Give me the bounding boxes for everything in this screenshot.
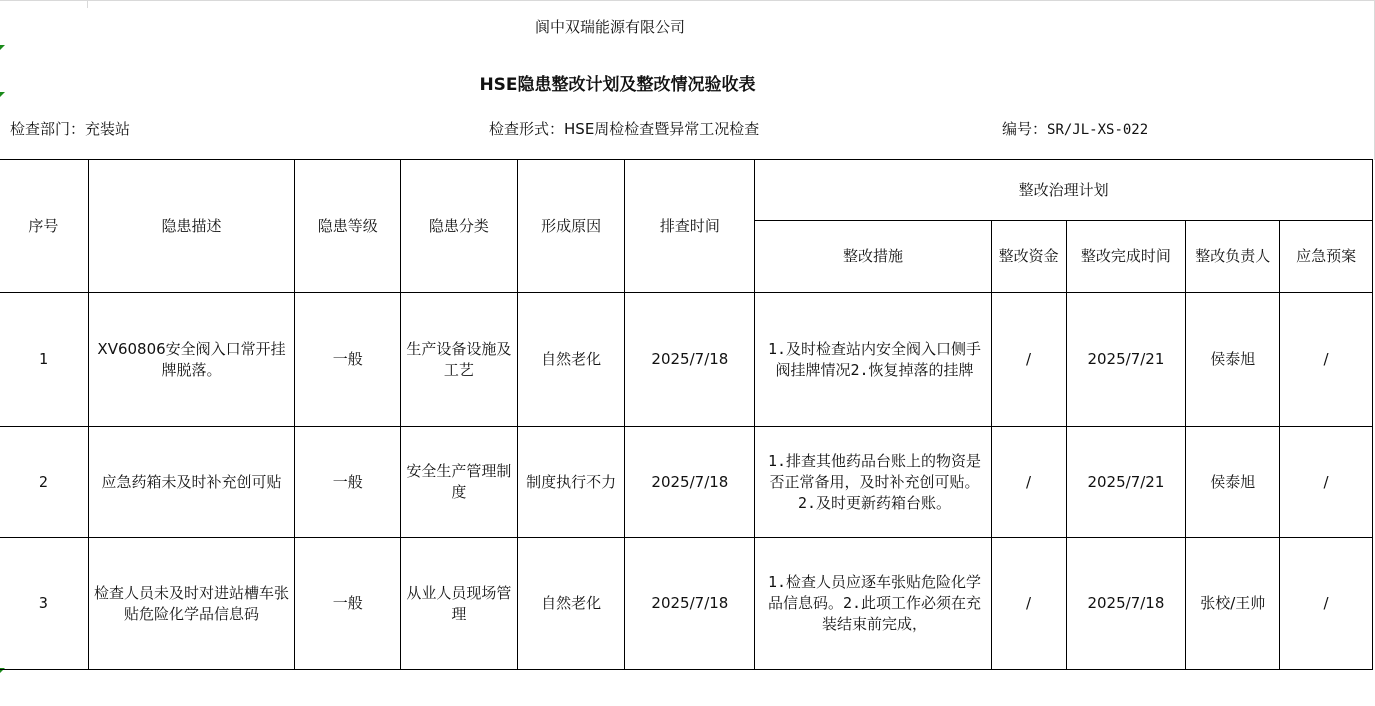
cell-cause: 自然老化 [517, 293, 625, 427]
header-owner: 整改负责人 [1186, 221, 1280, 293]
form-title: HSE隐患整改计划及整改情况验收表 [479, 75, 756, 95]
cell-fund: / [991, 427, 1066, 538]
cell-category: 生产设备设施及工艺 [401, 293, 518, 427]
cell-level: 一般 [295, 293, 401, 427]
cell-finish-time: 2025/7/21 [1066, 427, 1186, 538]
cell-seq: 2 [0, 427, 88, 538]
cell-owner: 侯泰旭 [1186, 293, 1280, 427]
code-value: SR/JL-XS-022 [1047, 122, 1149, 138]
cell-cause: 制度执行不力 [517, 427, 625, 538]
header-fund: 整改资金 [991, 221, 1066, 293]
cell-owner: 侯泰旭 [1186, 427, 1280, 538]
dept-value: 充装站 [85, 120, 131, 138]
cell-emergency: / [1280, 427, 1373, 538]
cell-fund: / [991, 293, 1066, 427]
cell-comment-marker [0, 45, 5, 50]
cell-check-time: 2025/7/18 [625, 293, 755, 427]
cell-finish-time: 2025/7/18 [1066, 538, 1186, 670]
cell-measure: 1.及时检查站内安全阀入口侧手阀挂牌情况2.恢复掉落的挂牌 [755, 293, 991, 427]
cell-fund: / [991, 538, 1066, 670]
cell-check-time: 2025/7/18 [625, 427, 755, 538]
document-code [1002, 118, 1148, 139]
code-label: 编号： [1002, 120, 1048, 138]
form-value: HSE周检检查暨异常工况检查 [564, 120, 760, 138]
header-plan-group: 整改治理计划 [755, 160, 1373, 221]
company-name: 阆中双瑞能源有限公司 [534, 18, 685, 36]
header-level: 隐患等级 [295, 160, 401, 293]
header-category: 隐患分类 [401, 160, 518, 293]
cell-check-time: 2025/7/18 [625, 538, 755, 670]
dept-label: 检查部门： [10, 120, 86, 138]
cell-level: 一般 [295, 427, 401, 538]
cell-category: 安全生产管理制度 [401, 427, 518, 538]
inspection-form [489, 118, 759, 139]
header-emergency: 应急预案 [1280, 221, 1373, 293]
cell-seq: 3 [0, 538, 88, 670]
cell-category: 从业人员现场管理 [401, 538, 518, 670]
cell-owner: 张校/王帅 [1186, 538, 1280, 670]
header-seq: 序号 [0, 160, 88, 293]
cell-emergency: / [1280, 538, 1373, 670]
form-label: 检查形式： [489, 120, 565, 138]
inspection-department [10, 118, 130, 139]
header-measure: 整改措施 [755, 221, 991, 293]
cell-description: 应急药箱未及时补充创可贴 [88, 427, 295, 538]
header-check-time: 排查时间 [625, 160, 755, 293]
hazard-rectification-table [0, 159, 1373, 670]
cell-description: 检查人员未及时对进站槽车张贴危险化学品信息码 [88, 538, 295, 670]
cell-measure: 1.排查其他药品台账上的物资是否正常备用，及时补充创可贴。2.及时更新药箱台账。 [755, 427, 991, 538]
cell-level: 一般 [295, 538, 401, 670]
table-row [0, 427, 1373, 538]
cell-emergency: / [1280, 293, 1373, 427]
header-cause: 形成原因 [517, 160, 625, 293]
cell-measure: 1.检查人员应逐车张贴危险化学品信息码。2.此项工作必须在充装结束前完成， [755, 538, 991, 670]
table-row [0, 538, 1373, 670]
cell-seq: 1 [0, 293, 88, 427]
header-description: 隐患描述 [88, 160, 295, 293]
header-finish-time: 整改完成时间 [1066, 221, 1186, 293]
cell-description: XV60806安全阀入口常开挂牌脱落。 [88, 293, 295, 427]
cell-cause: 自然老化 [517, 538, 625, 670]
table-row [0, 293, 1373, 427]
cell-finish-time: 2025/7/21 [1066, 293, 1186, 427]
